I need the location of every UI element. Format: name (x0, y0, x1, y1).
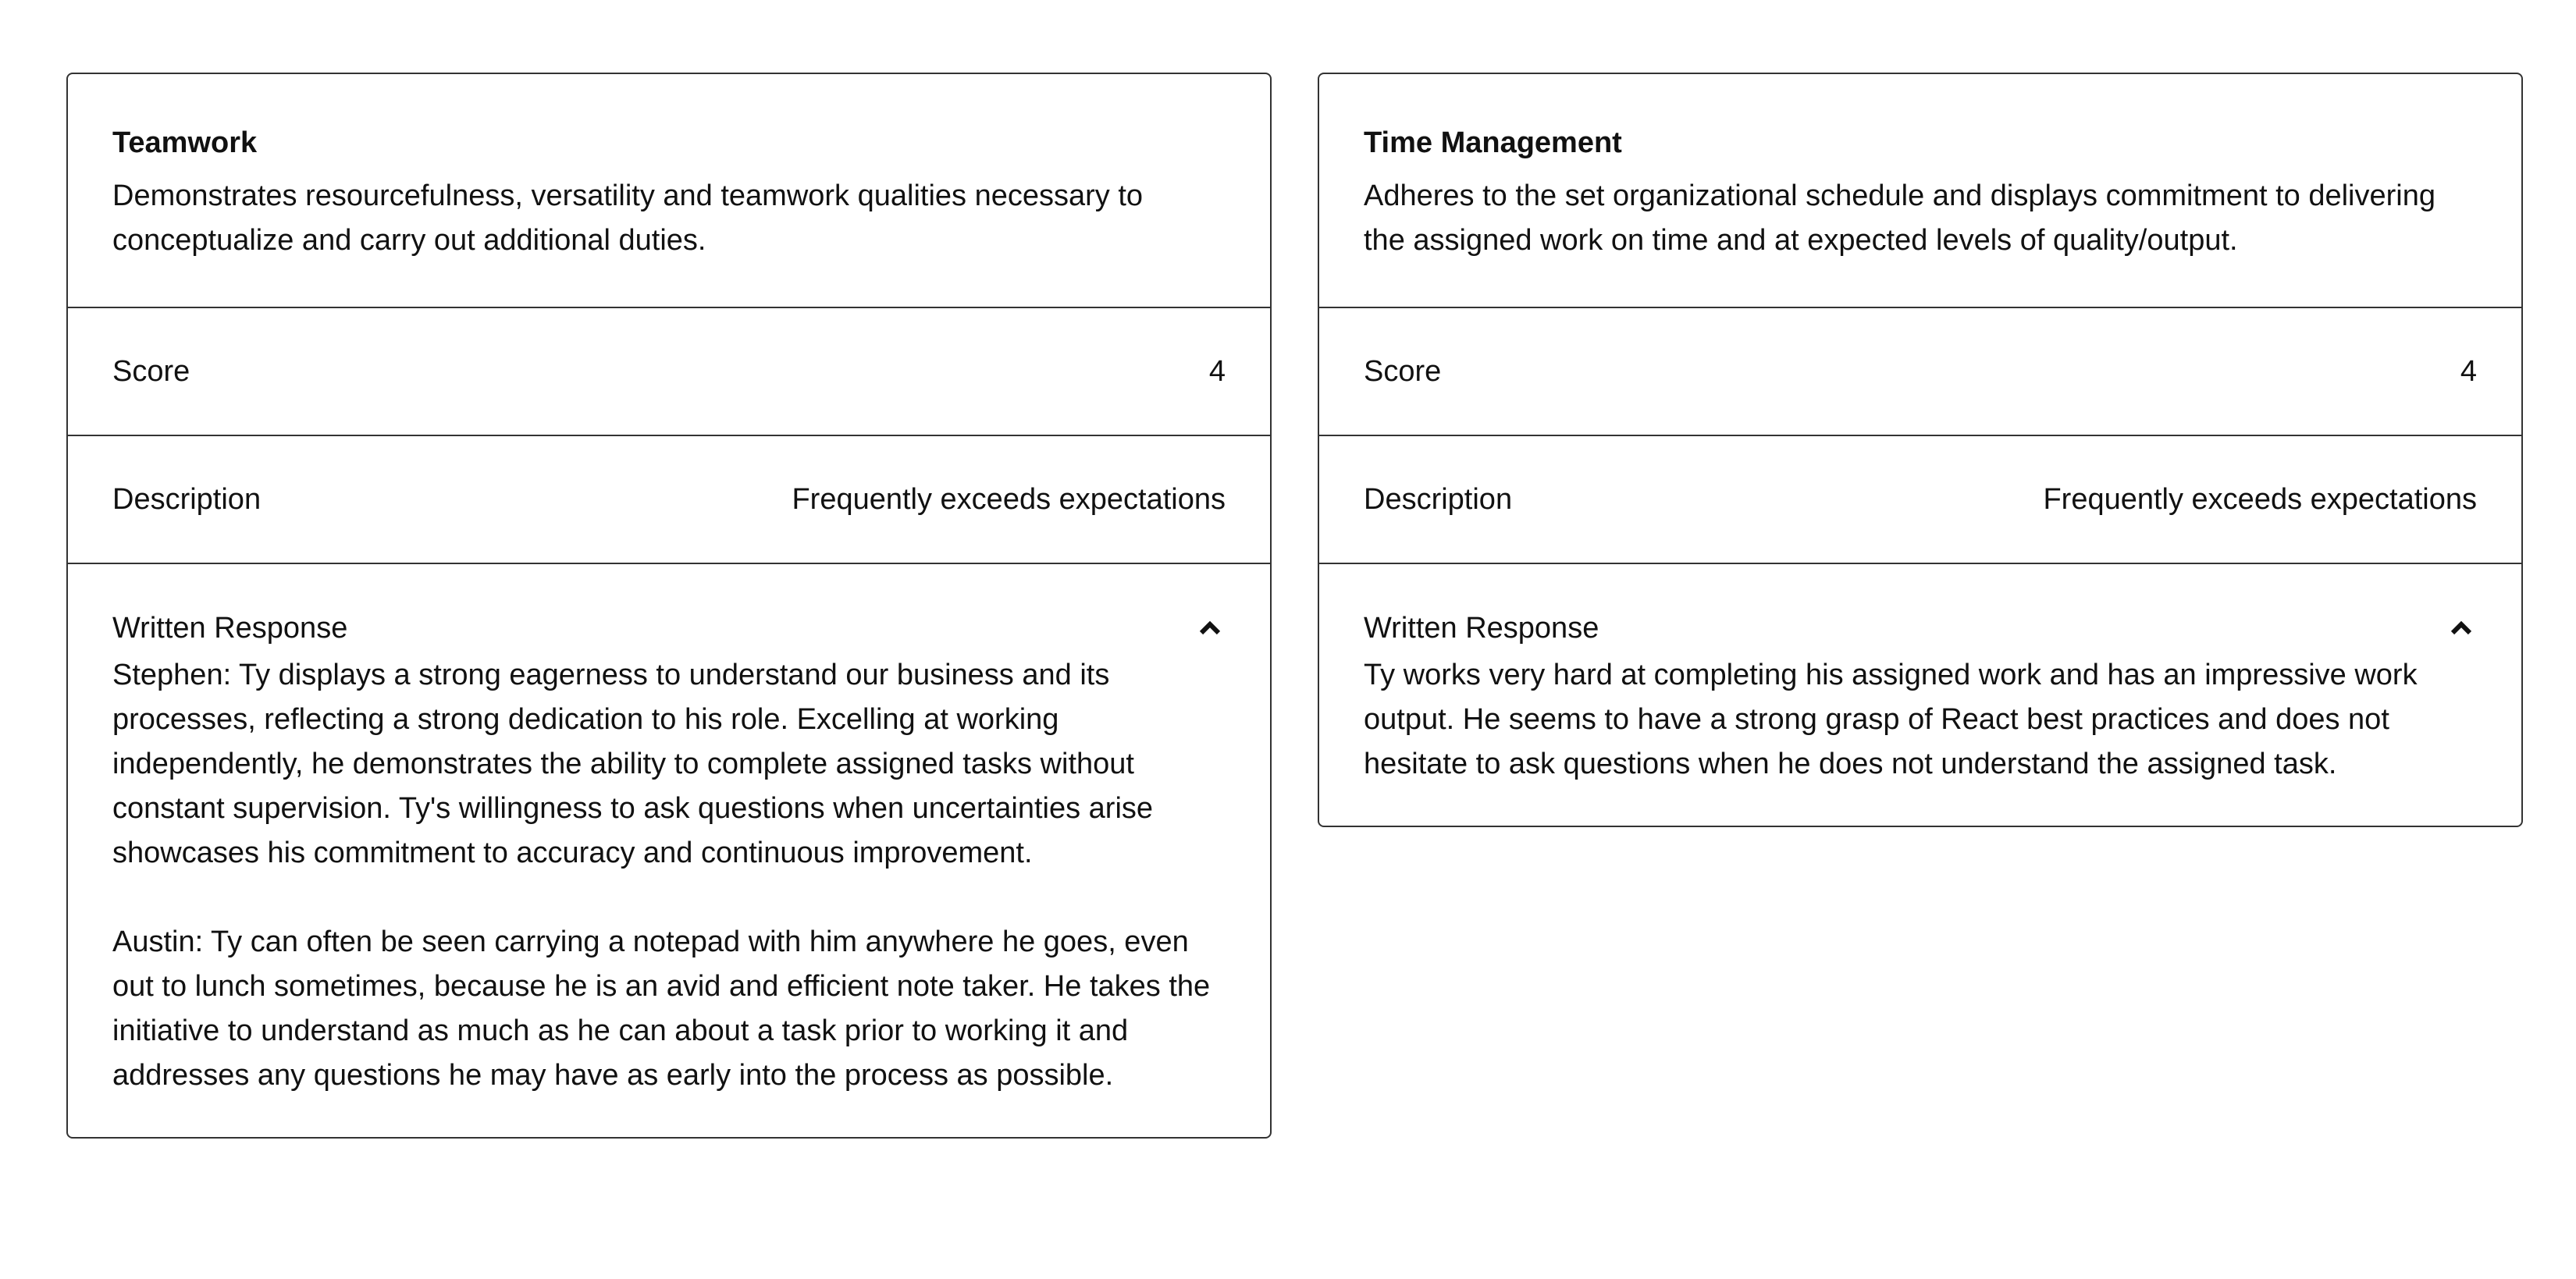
description-value: Frequently exceeds expectations (792, 482, 1226, 516)
score-value: 4 (2460, 354, 2477, 388)
card-subtitle: Demonstrates resourcefulness, versatility and teamwork qualities necessary to conceptualize and carry out additional duties. (112, 179, 1144, 257)
teamwork-card (66, 73, 1272, 1139)
score-label: Score (112, 354, 190, 388)
description-label: Description (1364, 482, 1513, 516)
time-management-card (1318, 73, 2523, 827)
response-paragraph: Stephen: Ty displays a strong eagerness to understand our business and its processes, reflecting a strong dedication to his role. Excelling at working independently, he demonstrates the ability to complete assigned tasks without constant supervision. Ty's willingness to ask questions when uncertainties arise showcases his commitment to accuracy and continuous improvement. (112, 659, 1154, 869)
description-row (68, 436, 1270, 564)
chevron-up-icon[interactable] (2446, 613, 2477, 644)
response-paragraph: Austin: Ty can often be seen carrying a notepad with him anywhere he goes, even out to lunch sometimes, because he is an avid and efficient note taker. He takes the initiative to understand as much as he can about a task prior to working it and addresses any questions he may have as early into the process as possible. (112, 925, 1211, 1092)
written-response-label: Written Response (112, 611, 348, 645)
score-row (1319, 308, 2521, 436)
score-label: Score (1364, 354, 1442, 388)
chevron-up-icon[interactable] (1194, 613, 1226, 644)
written-response-section (1319, 564, 2521, 826)
response-paragraph: Ty works very hard at completing his assigned work and has an impressive work output. He seems to have a strong grasp of React best practices and does not hesitate to ask questions when he does not understand the assigned task. (1364, 659, 2418, 780)
card-subtitle: Adheres to the set organizational schedule and displays commitment to delivering the assigned work on time and at expected levels of quality/output. (1364, 179, 2435, 257)
description-row (1319, 436, 2521, 564)
card-title: Time Management (1364, 126, 1622, 159)
written-response-body (112, 653, 1226, 1137)
written-response-section (68, 564, 1270, 1137)
description-label: Description (112, 482, 262, 516)
card-header (68, 74, 1270, 308)
score-value: 4 (1208, 354, 1226, 388)
description-value: Frequently exceeds expectations (2043, 482, 2477, 516)
card-title: Teamwork (112, 126, 258, 159)
written-response-body (1364, 653, 2477, 826)
score-row (68, 308, 1270, 436)
card-header (1319, 74, 2521, 308)
written-response-label: Written Response (1364, 611, 1599, 645)
